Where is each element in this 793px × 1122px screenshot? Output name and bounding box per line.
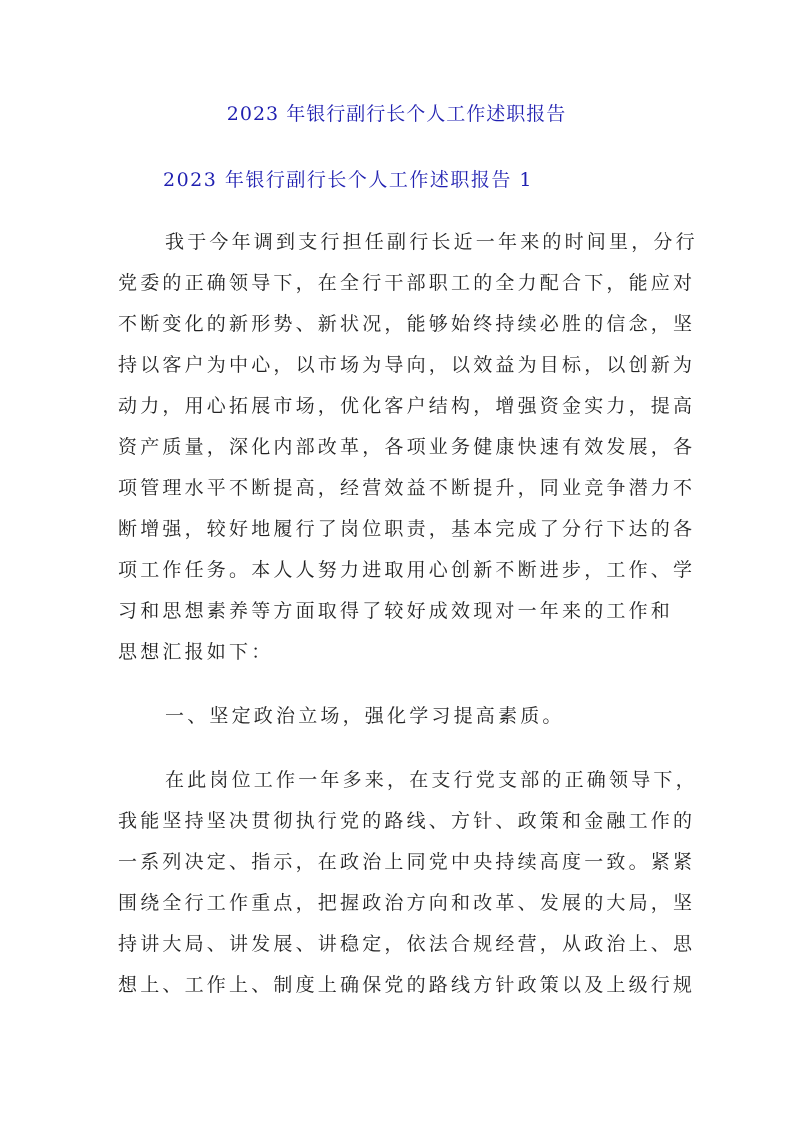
paragraph-line: 在此岗位工作一年多来，在支行党支部的正确领导下， (165, 769, 698, 791)
paragraph-line: 断增强，较好地履行了岗位职责，基本完成了分行下达的各 (118, 518, 696, 540)
paragraph-line: 我能坚持坚决贯彻执行党的路线、方针、政策和金融工作的 (118, 810, 696, 832)
paragraph-line: 党委的正确领导下，在全行干部职工的全力配合下，能应对 (118, 272, 696, 294)
paragraph-line: 项管理水平不断提高，经营效益不断提升，同业竞争潜力不 (118, 477, 696, 499)
paragraph-line: 持以客户为中心，以市场为导向，以效益为目标，以创新为 (118, 354, 696, 376)
paragraph-line: 持讲大局、讲发展、讲稳定，依法合规经营，从政治上、思 (118, 933, 696, 955)
paragraph-line: 我于今年调到支行担任副行长近一年来的时间里，分行 (165, 231, 698, 253)
paragraph-line: 项工作任务。本人人努力进取用心创新不断进步，工作、学 (118, 559, 696, 581)
paragraph-line: 想上、工作上、制度上确保党的路线方针政策以及上级行规 (118, 974, 696, 996)
paragraph-line: 不断变化的新形势、新状况，能够始终持续必胜的信念，坚 (118, 313, 696, 335)
document-title: 2023 年银行副行长个人工作述职报告 (226, 103, 567, 125)
section-heading: 2023 年银行副行长个人工作述职报告 1 (163, 169, 534, 191)
paragraph-line: 资产质量，深化内部改革，各项业务健康快速有效发展，各 (118, 436, 696, 458)
section-heading-1: 一、坚定政治立场，强化学习提高素质。 (165, 705, 565, 727)
paragraph-line: 围绕全行工作重点，把握政治方向和改革、发展的大局，坚 (118, 892, 696, 914)
paragraph-line: 思想汇报如下： (118, 641, 274, 663)
paragraph-line: 习和思想素养等方面取得了较好成效现对一年来的工作和 (118, 600, 674, 622)
paragraph-line: 动力，用心拓展市场，优化客户结构，增强资金实力，提高 (118, 395, 696, 417)
paragraph-line: 一系列决定、指示，在政治上同党中央持续高度一致。紧紧 (118, 851, 696, 873)
